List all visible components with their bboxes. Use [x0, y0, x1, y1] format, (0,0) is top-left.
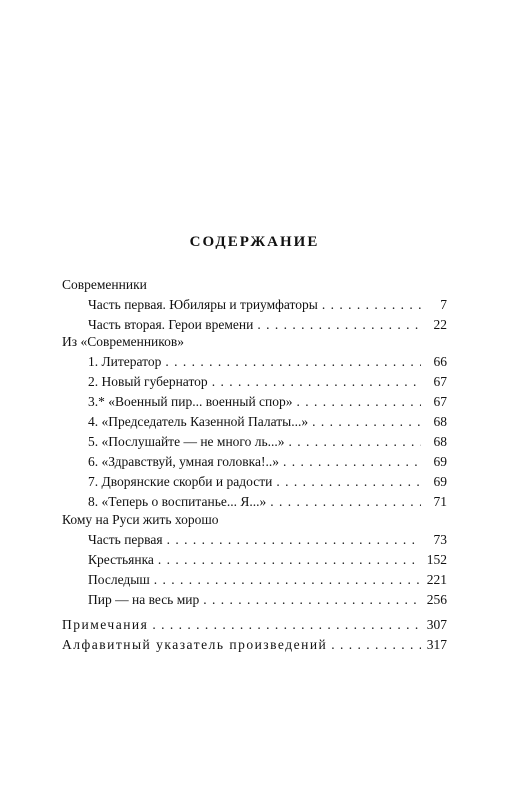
toc-entry-page: 67 — [433, 374, 447, 389]
toc-entry-title: 6. «Здравствуй, умная головка!..» — [88, 454, 280, 469]
toc-entry-title: Последыш — [88, 572, 150, 587]
toc-entry-title: Кому на Руси жить хорошо — [62, 512, 219, 527]
toc-entry — [62, 276, 147, 293]
toc-entry-page: 66 — [433, 354, 447, 369]
toc-entry-page: 221 — [426, 572, 447, 587]
toc-entry-title: 2. Новый губернатор — [88, 374, 208, 389]
toc-entry — [62, 511, 219, 528]
toc-entry — [88, 413, 447, 430]
dot-leader — [212, 373, 421, 390]
dot-leader — [289, 433, 421, 450]
toc-entry — [88, 531, 447, 548]
dot-leader — [297, 393, 421, 410]
page-title: СОДЕРЖАНИЕ — [189, 234, 320, 250]
toc-entry-page: 73 — [433, 532, 447, 547]
dot-leader — [167, 531, 421, 548]
toc-entry — [88, 296, 447, 313]
toc-entry-title: Пир — на весь мир — [88, 592, 200, 607]
toc-entry-title: Часть первая. Юбиляры и триумфаторы — [88, 297, 318, 312]
dot-leader — [322, 296, 421, 313]
toc-entry-title: 5. «Послушайте — не много ль...» — [88, 434, 285, 449]
toc-entry — [88, 453, 447, 470]
toc-entry-title: 8. «Теперь о воспитанье... Я...» — [88, 494, 267, 509]
dot-leader — [331, 636, 421, 653]
toc-entry — [88, 473, 447, 490]
dot-leader — [312, 413, 421, 430]
toc-entry-page: 67 — [433, 394, 447, 409]
toc-entry-title: Часть первая — [88, 532, 163, 547]
toc-entry — [88, 493, 447, 510]
dot-leader — [152, 616, 421, 633]
dot-leader — [276, 473, 421, 490]
dot-leader — [165, 353, 421, 370]
dot-leader — [154, 571, 421, 588]
dot-leader — [203, 591, 421, 608]
toc-entry-page: 69 — [433, 474, 447, 489]
toc-entry-page: 68 — [433, 414, 447, 429]
toc-entry — [88, 571, 447, 588]
toc-entry-title: Современники — [62, 277, 147, 292]
toc-entry-title: 1. Литератор — [88, 354, 162, 369]
dot-leader — [257, 316, 421, 333]
toc-entry-page: 71 — [433, 494, 447, 509]
toc-entry — [88, 551, 447, 568]
toc-entry-title: Из «Современников» — [62, 334, 185, 349]
toc-entry — [62, 616, 447, 633]
toc-entry-page: 69 — [433, 454, 447, 469]
toc-entry-title: Крестьянка — [88, 552, 154, 567]
toc-entry-title: Примечания — [62, 617, 149, 632]
dot-leader — [283, 453, 421, 470]
toc-entry — [88, 433, 447, 450]
dot-leader — [270, 493, 421, 510]
dot-leader — [158, 551, 421, 568]
toc-entry-page: 256 — [426, 592, 447, 607]
toc-entry-title: Алфавитный указатель произведений — [62, 637, 328, 652]
toc-entry — [88, 316, 447, 333]
toc-entry — [62, 333, 184, 350]
toc-entry-page: 7 — [440, 297, 447, 312]
toc-entry-page: 307 — [426, 617, 447, 632]
toc-entry — [88, 373, 447, 390]
toc-entry-title: 7. Дворянские скорби и радости — [88, 474, 273, 489]
toc-entry-title: Часть вторая. Герои времени — [88, 317, 254, 332]
toc-entry-title: 3.* «Военный пир... военный спор» — [88, 394, 293, 409]
toc-entry-page: 68 — [433, 434, 447, 449]
toc-entry — [88, 591, 447, 608]
toc-entry-page: 22 — [433, 317, 447, 332]
toc-entry — [62, 636, 447, 653]
toc-entry-title: 4. «Председатель Казенной Палаты...» — [88, 414, 309, 429]
toc-entry-page: 152 — [426, 552, 447, 567]
toc-entry — [88, 353, 447, 370]
toc-entry — [88, 393, 447, 410]
toc-entry-page: 317 — [426, 637, 447, 652]
